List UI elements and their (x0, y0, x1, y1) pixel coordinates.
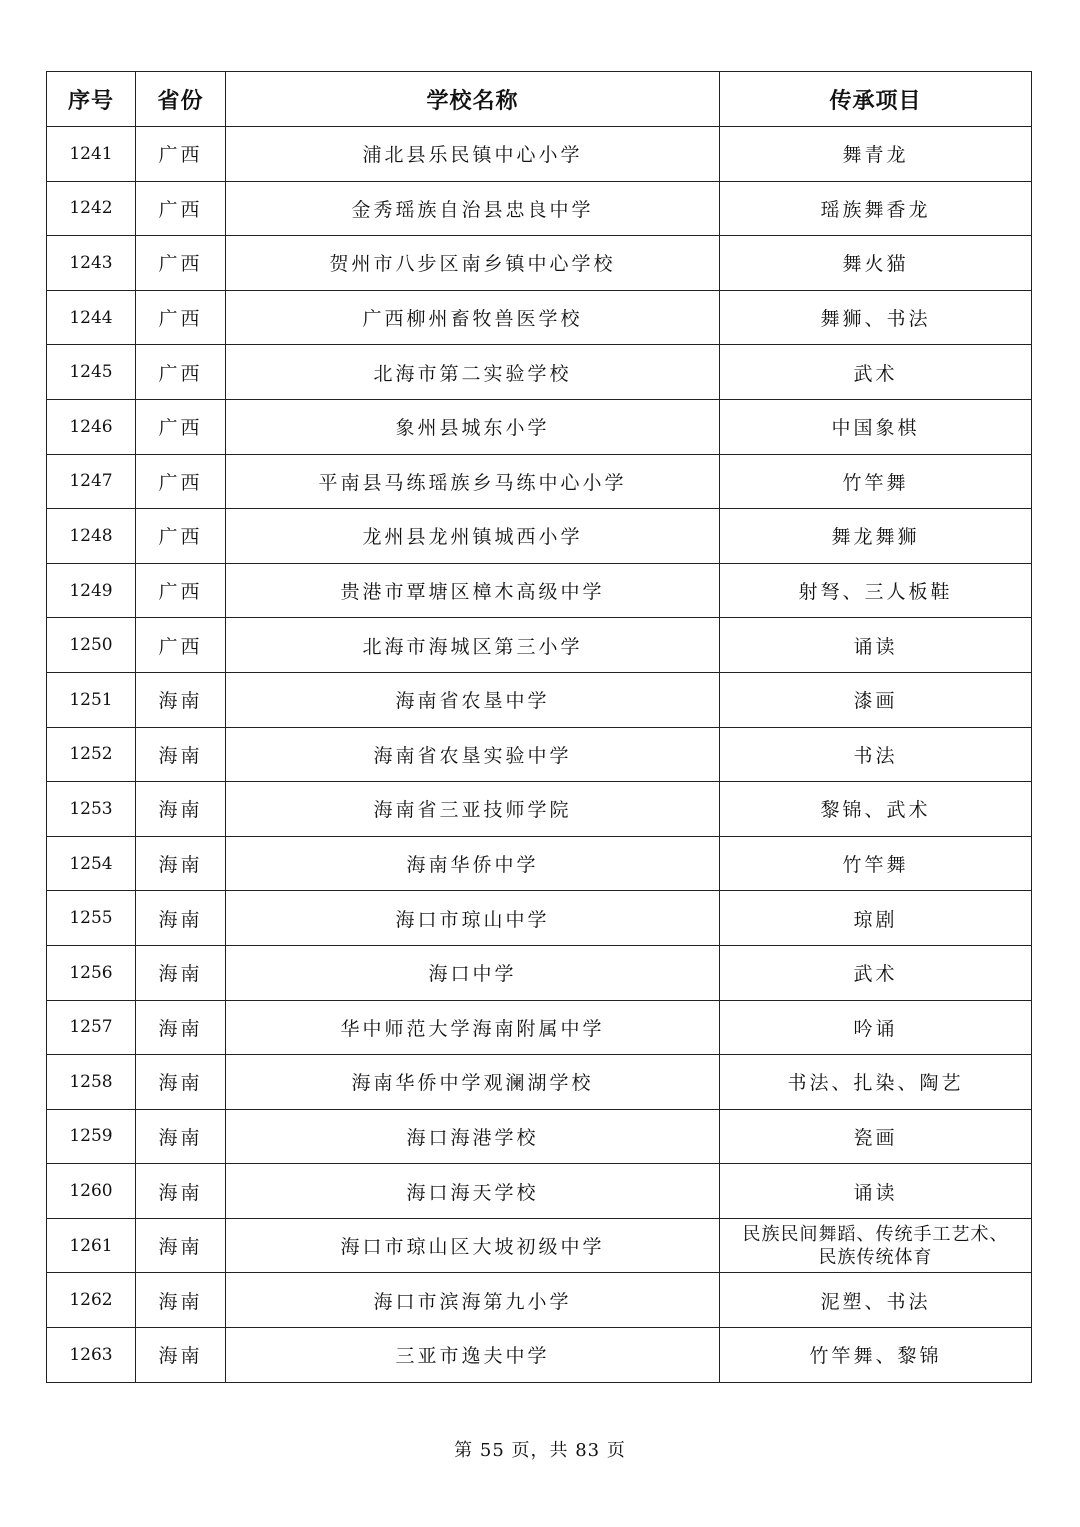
cell-school-name: 龙州县龙州镇城西小学 (226, 509, 720, 564)
cell-heritage-project: 射弩、三人板鞋 (720, 563, 1032, 618)
table-row (47, 618, 1032, 673)
table-row (47, 1273, 1032, 1328)
cell-serial-number: 1253 (47, 782, 136, 837)
table-row (47, 127, 1032, 182)
cell-serial-number: 1258 (47, 1055, 136, 1110)
table-row (47, 1164, 1032, 1219)
cell-heritage-project (720, 1218, 1032, 1273)
table-row (47, 181, 1032, 236)
cell-school-name: 三亚市逸夫中学 (226, 1328, 720, 1383)
cell-province: 广西 (136, 509, 226, 564)
cell-serial-number: 1247 (47, 454, 136, 509)
cell-heritage-project: 瓷画 (720, 1109, 1032, 1164)
cell-heritage-project: 舞青龙 (720, 127, 1032, 182)
cell-province: 广西 (136, 290, 226, 345)
table-row (47, 891, 1032, 946)
cell-heritage-project: 瑶族舞香龙 (720, 181, 1032, 236)
cell-school-name: 海南省农垦实验中学 (226, 727, 720, 782)
table-row (47, 945, 1032, 1000)
school-list-table (46, 71, 1032, 1383)
cell-serial-number: 1261 (47, 1218, 136, 1273)
cell-school-name: 贵港市覃塘区樟木高级中学 (226, 563, 720, 618)
cell-serial-number: 1255 (47, 891, 136, 946)
cell-school-name: 海南省三亚技师学院 (226, 782, 720, 837)
cell-heritage-project: 武术 (720, 945, 1032, 1000)
cell-heritage-project: 漆画 (720, 672, 1032, 727)
cell-serial-number: 1262 (47, 1273, 136, 1328)
cell-serial-number: 1248 (47, 509, 136, 564)
table-row (47, 290, 1032, 345)
cell-school-name: 北海市海城区第三小学 (226, 618, 720, 673)
cell-heritage-project: 诵读 (720, 1164, 1032, 1219)
cell-serial-number: 1254 (47, 836, 136, 891)
table-row (47, 1109, 1032, 1164)
cell-heritage-project-line: 民族民间舞蹈、传统手工艺术、 (742, 1223, 1009, 1245)
table-row (47, 782, 1032, 837)
cell-province: 广西 (136, 345, 226, 400)
cell-province: 广西 (136, 236, 226, 291)
cell-province: 海南 (136, 836, 226, 891)
cell-heritage-project: 竹竿舞 (720, 454, 1032, 509)
cell-province: 广西 (136, 127, 226, 182)
cell-province: 海南 (136, 1055, 226, 1110)
cell-heritage-project: 舞龙舞狮 (720, 509, 1032, 564)
cell-province: 广西 (136, 618, 226, 673)
cell-province: 海南 (136, 945, 226, 1000)
cell-school-name: 海口市琼山区大坡初级中学 (226, 1218, 720, 1273)
cell-province: 海南 (136, 891, 226, 946)
cell-school-name: 平南县马练瑶族乡马练中心小学 (226, 454, 720, 509)
cell-school-name: 华中师范大学海南附属中学 (226, 1000, 720, 1055)
header-school-name: 学校名称 (226, 72, 720, 127)
cell-school-name: 象州县城东小学 (226, 399, 720, 454)
cell-serial-number: 1263 (47, 1328, 136, 1383)
cell-school-name: 广西柳州畜牧兽医学校 (226, 290, 720, 345)
cell-serial-number: 1259 (47, 1109, 136, 1164)
cell-school-name: 海口中学 (226, 945, 720, 1000)
cell-province: 海南 (136, 1328, 226, 1383)
cell-serial-number: 1252 (47, 727, 136, 782)
table-row (47, 399, 1032, 454)
table-row (47, 236, 1032, 291)
cell-province: 广西 (136, 454, 226, 509)
cell-heritage-project: 琼剧 (720, 891, 1032, 946)
cell-province: 海南 (136, 782, 226, 837)
cell-serial-number: 1244 (47, 290, 136, 345)
cell-heritage-project: 武术 (720, 345, 1032, 400)
table-row (47, 1000, 1032, 1055)
cell-heritage-project: 诵读 (720, 618, 1032, 673)
header-serial-number: 序号 (47, 72, 136, 127)
cell-serial-number: 1249 (47, 563, 136, 618)
cell-school-name: 北海市第二实验学校 (226, 345, 720, 400)
table-row (47, 1328, 1032, 1383)
cell-school-name: 海口市滨海第九小学 (226, 1273, 720, 1328)
cell-school-name: 贺州市八步区南乡镇中心学校 (226, 236, 720, 291)
cell-province: 海南 (136, 1000, 226, 1055)
cell-serial-number: 1243 (47, 236, 136, 291)
cell-heritage-project: 中国象棋 (720, 399, 1032, 454)
cell-school-name: 海口市琼山中学 (226, 891, 720, 946)
table-row (47, 727, 1032, 782)
cell-province: 海南 (136, 1109, 226, 1164)
cell-province: 海南 (136, 1273, 226, 1328)
cell-heritage-project: 竹竿舞、黎锦 (720, 1328, 1032, 1383)
cell-province: 广西 (136, 399, 226, 454)
cell-province: 广西 (136, 563, 226, 618)
table-row (47, 563, 1032, 618)
cell-province: 海南 (136, 727, 226, 782)
header-province: 省份 (136, 72, 226, 127)
table-row (47, 454, 1032, 509)
cell-serial-number: 1257 (47, 1000, 136, 1055)
cell-serial-number: 1250 (47, 618, 136, 673)
table-header-row (47, 72, 1032, 127)
cell-heritage-project: 书法、扎染、陶艺 (720, 1055, 1032, 1110)
page-number-footer: 第 55 页，共 83 页 (454, 1440, 626, 1461)
cell-province: 海南 (136, 1164, 226, 1219)
cell-heritage-project: 舞火猫 (720, 236, 1032, 291)
cell-province: 海南 (136, 672, 226, 727)
cell-province: 广西 (136, 181, 226, 236)
cell-school-name: 海南华侨中学观澜湖学校 (226, 1055, 720, 1110)
table-row (47, 672, 1032, 727)
cell-heritage-project: 竹竿舞 (720, 836, 1032, 891)
cell-heritage-project: 泥塑、书法 (720, 1273, 1032, 1328)
cell-serial-number: 1242 (47, 181, 136, 236)
cell-heritage-project: 黎锦、武术 (720, 782, 1032, 837)
cell-school-name: 浦北县乐民镇中心小学 (226, 127, 720, 182)
cell-school-name: 金秀瑶族自治县忠良中学 (226, 181, 720, 236)
table-row (47, 1055, 1032, 1110)
cell-heritage-project-line: 民族传统体育 (818, 1246, 933, 1268)
cell-school-name: 海口海港学校 (226, 1109, 720, 1164)
cell-serial-number: 1256 (47, 945, 136, 1000)
cell-school-name: 海南省农垦中学 (226, 672, 720, 727)
table-row (47, 509, 1032, 564)
table-row (47, 836, 1032, 891)
cell-serial-number: 1245 (47, 345, 136, 400)
cell-serial-number: 1246 (47, 399, 136, 454)
table-body (47, 127, 1032, 1383)
cell-serial-number: 1241 (47, 127, 136, 182)
cell-heritage-project: 舞狮、书法 (720, 290, 1032, 345)
cell-serial-number: 1260 (47, 1164, 136, 1219)
header-heritage-project: 传承项目 (720, 72, 1032, 127)
table-row (47, 345, 1032, 400)
cell-serial-number: 1251 (47, 672, 136, 727)
table-row (47, 1218, 1032, 1273)
cell-heritage-project: 书法 (720, 727, 1032, 782)
cell-province: 海南 (136, 1218, 226, 1273)
cell-heritage-project: 吟诵 (720, 1000, 1032, 1055)
cell-school-name: 海南华侨中学 (226, 836, 720, 891)
cell-school-name: 海口海天学校 (226, 1164, 720, 1219)
